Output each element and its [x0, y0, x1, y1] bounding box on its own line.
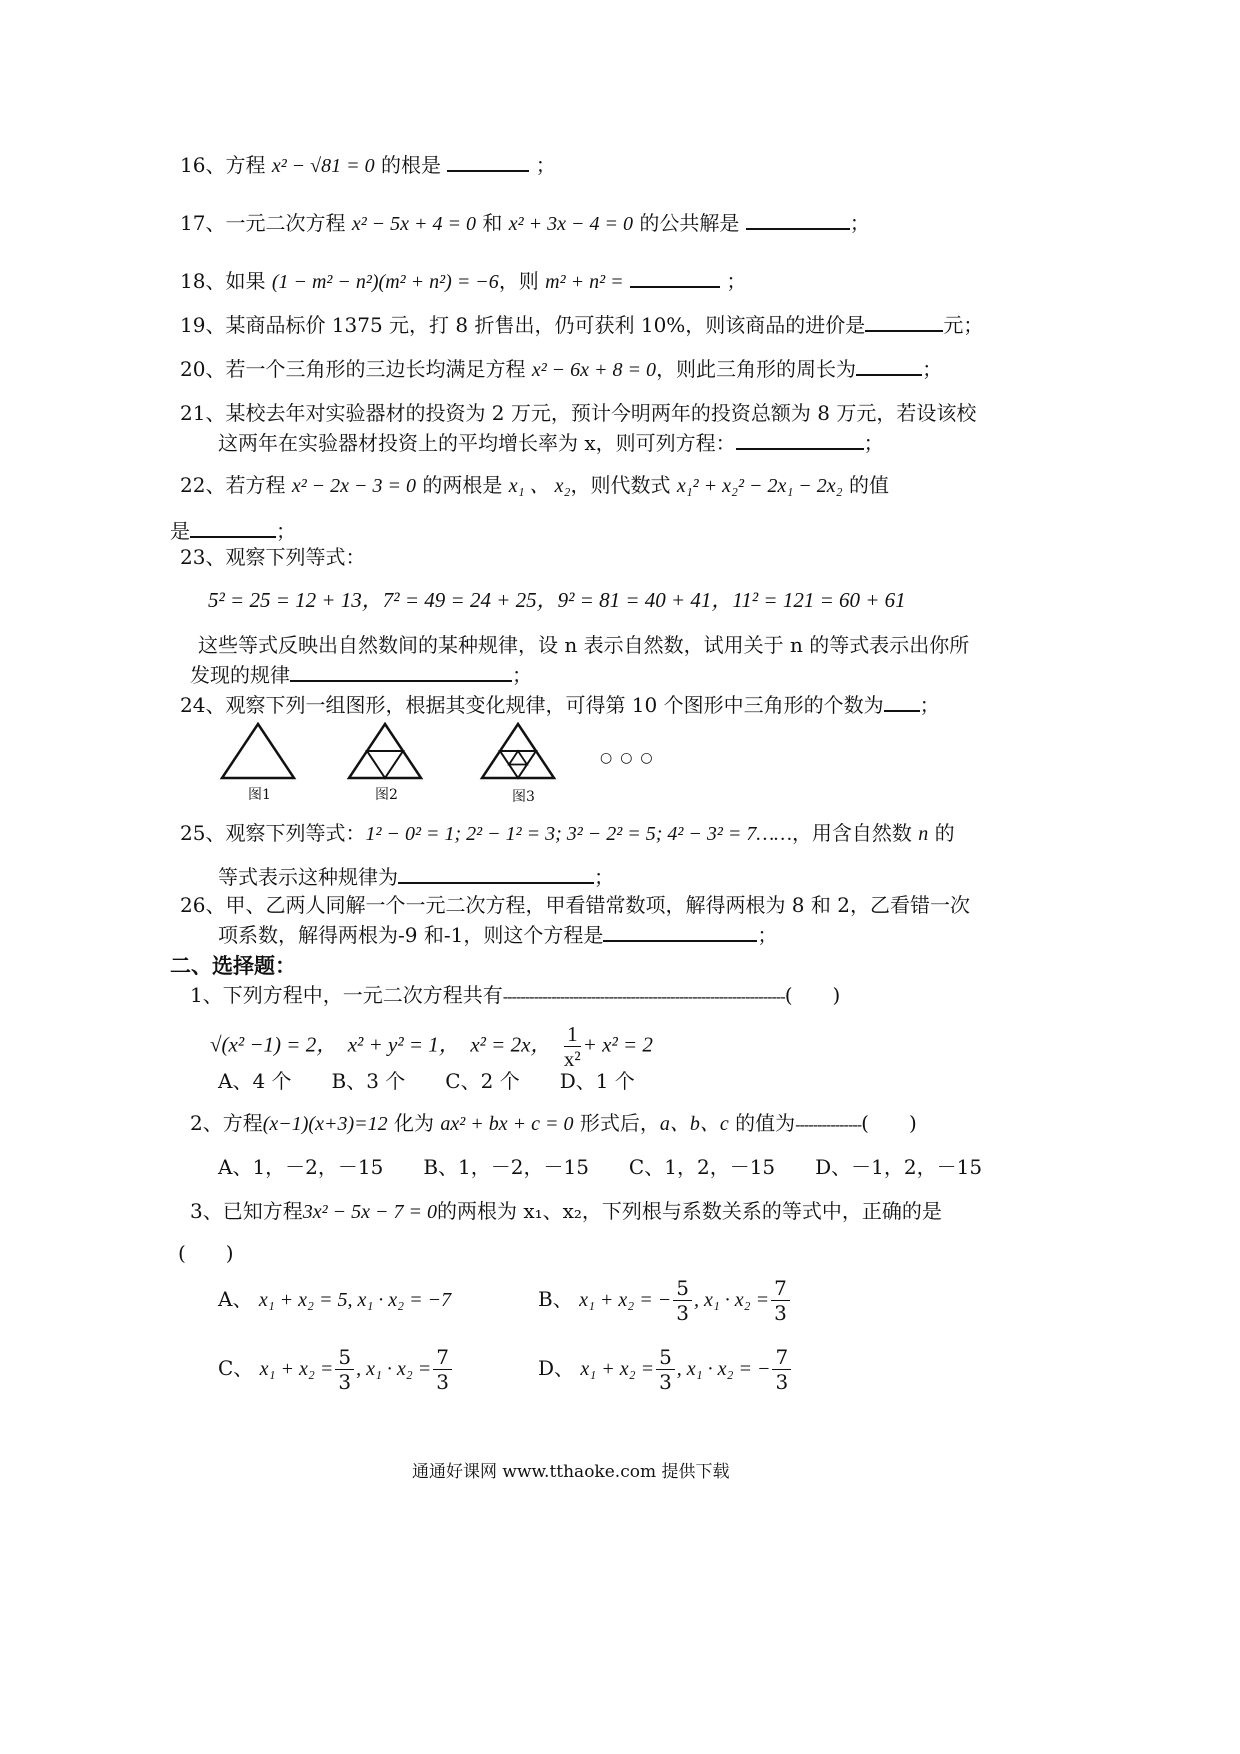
- q17-tail: 的公共解是: [633, 211, 746, 235]
- question-17: [180, 210, 870, 237]
- c2-mid: 化为: [387, 1111, 441, 1135]
- q25-answer-blank[interactable]: [398, 864, 594, 884]
- c3-c-d1: 3: [338, 1370, 352, 1394]
- c3-c-frac-1: [335, 1345, 354, 1394]
- c2-equation: (x−1)(x+3)=12: [262, 1113, 388, 1135]
- q22-end: ；: [276, 519, 296, 543]
- question-22-line-1: [180, 472, 889, 499]
- q25-tail: ，用含自然数: [791, 821, 919, 845]
- q23-answer-blank[interactable]: [290, 662, 512, 682]
- question-20: [180, 356, 942, 383]
- question-21-line-2: [218, 430, 884, 456]
- c3-c-d2: 3: [436, 1370, 449, 1394]
- c3-b-mid: , x₁ · x₂ =: [693, 1289, 770, 1311]
- c3-equation: 3x² − 5x − 7 = 0: [302, 1201, 437, 1223]
- q18-lead: 18、如果: [180, 269, 272, 293]
- c3-c-mid: , x₁ · x₂ =: [356, 1358, 432, 1380]
- c3-b-d1: 3: [676, 1301, 689, 1325]
- choice-3-stem: [190, 1198, 942, 1225]
- c2-answer-paren[interactable]: ( ): [861, 1111, 917, 1135]
- c1-eq4-fraction: [564, 1022, 581, 1071]
- c3-d-frac-1: [656, 1345, 675, 1394]
- c3-c-n1: 5: [335, 1345, 354, 1370]
- c3-d-label: D、: [538, 1356, 575, 1380]
- q17-lead: 17、一元二次方程: [180, 211, 352, 235]
- q17-mid: 和: [476, 211, 509, 235]
- q20-end: ；: [922, 357, 943, 381]
- question-21-line-1: 21、某校去年对实验器材的投资为 2 万元，预计今明两年的投资总额为 8 万元，若设该校: [180, 401, 977, 425]
- c3-d-frac-2: [772, 1345, 791, 1394]
- c2-tail: 形式后，: [573, 1111, 660, 1135]
- c3-b-label: B、: [538, 1287, 573, 1311]
- q20-tail: ，则此三角形的周长为: [656, 357, 857, 381]
- c3-d-pre: x₁ + x₂ =: [580, 1358, 655, 1380]
- question-23-lead: 23、观察下列等式：: [180, 545, 366, 569]
- question-23-equations: 5² = 25 = 12 + 13，7² = 49 = 24 + 25，9² = 81 = 40 + 41，11² = 121 = 60 + 61: [208, 588, 906, 612]
- choice-3-answer-paren[interactable]: ( ): [178, 1241, 234, 1265]
- c2-dashes: ---------------: [795, 1115, 862, 1134]
- c1-answer-paren[interactable]: ( ): [784, 983, 841, 1007]
- q20-answer-blank[interactable]: [856, 356, 922, 376]
- c3-b-n2: 7: [771, 1276, 790, 1301]
- q16-answer-blank[interactable]: [447, 152, 529, 172]
- q22-expression: x₁² + x₂² − 2x₁ − 2x₂: [676, 475, 843, 497]
- choice-2-options[interactable]: A、1，－2，－15 B、1，－2，－15 C、1，2，－15 D、－1，2，－15: [218, 1155, 983, 1179]
- q26-end: ；: [757, 923, 778, 947]
- q24-end: ；: [919, 693, 940, 717]
- c3-c-label: C、: [218, 1356, 254, 1380]
- page-footer: 通通好课网 www.tthaoke.com 提供下载: [412, 1462, 730, 1482]
- q16-lead: 16、方程: [180, 153, 272, 177]
- q16-end: ；: [529, 153, 556, 177]
- q19-answer-blank[interactable]: [865, 312, 943, 332]
- q22-lead: 22、若方程: [180, 473, 292, 497]
- q19-lead: 19、某商品标价 1375 元，打 8 折售出，仍可获利 10%，则该商品的进价是: [180, 313, 866, 337]
- choice-1-stem: [190, 982, 840, 1010]
- q18-expression: m² + n² =: [545, 271, 624, 293]
- c2-tail2: 的值为: [728, 1111, 796, 1135]
- q16-equation: x² − √81 = 0: [271, 155, 375, 177]
- c1-frac-num: 1: [564, 1022, 581, 1047]
- c3-d-mid: , x₁ · x₂ = −: [676, 1358, 771, 1380]
- choice-3-option-a[interactable]: [218, 1286, 451, 1313]
- c3-a-expression: x₁ + x₂ = 5, x₁ · x₂ = −7: [258, 1289, 452, 1311]
- c1-eq1: √(x² −1) = 2，: [210, 1032, 338, 1057]
- q17-end: ；: [849, 211, 870, 235]
- q25-equations: 1² − 0² = 1; 2² − 1² = 3; 3² − 2² = 5; 4² − 3² = 7……: [365, 823, 792, 845]
- q25-tail2: 的: [928, 821, 955, 845]
- question-23-line-4: [190, 662, 532, 688]
- q25-line2-text: 等式表示这种规律为: [218, 865, 398, 889]
- q24-lead: 24、观察下列一组图形，根据其变化规律，可得第 10 个图形中三角形的个数为: [180, 693, 884, 717]
- question-24: [180, 692, 940, 718]
- question-18: [180, 268, 746, 295]
- ellipsis-dots: ○○○: [600, 750, 661, 766]
- c3-c-pre: x₁ + x₂ =: [259, 1358, 334, 1380]
- c1-eq3: x² = 2x，: [470, 1032, 552, 1057]
- q22-tail: ，则代数式: [570, 473, 677, 497]
- choice-3-option-d[interactable]: [538, 1342, 793, 1395]
- q22-line2-text: 是: [170, 519, 190, 543]
- c1-frac-den: x²: [563, 1047, 581, 1071]
- q18-end: ；: [719, 269, 747, 293]
- q21-answer-blank[interactable]: [736, 430, 864, 450]
- figure-1-label: 图1: [248, 787, 271, 803]
- c3-stem-text: 3、已知方程: [190, 1199, 303, 1223]
- question-25-line-1: [180, 820, 955, 847]
- q26-answer-blank[interactable]: [603, 922, 757, 942]
- question-25-line-2: [218, 864, 614, 890]
- q25-lead: 25、观察下列等式：: [180, 821, 366, 845]
- q16-tail: 的根是: [374, 153, 448, 177]
- question-26-line-2: [218, 922, 777, 948]
- c3-tail: 的两根为 x₁、x₂，下列根与系数关系的等式中，正确的是: [436, 1199, 942, 1223]
- c2-stem-text: 2、方程: [190, 1111, 263, 1135]
- c3-c-frac-2: [433, 1345, 452, 1394]
- q20-equation: x² − 6x + 8 = 0: [531, 359, 657, 381]
- q26-line2-text: 项系数，解得两根为-9 和-1，则这个方程是: [218, 923, 604, 947]
- c3-d-d1: 3: [659, 1370, 672, 1394]
- q23-end: ；: [512, 663, 532, 687]
- q18-mid: ，则: [498, 269, 546, 293]
- choice-3-option-c[interactable]: [218, 1342, 454, 1395]
- q22-answer-blank[interactable]: [190, 518, 276, 538]
- q19-end: 元；: [943, 313, 984, 337]
- figure-3-triangle: [478, 720, 558, 782]
- section-2-title: 二、选择题：: [170, 953, 296, 978]
- question-23-line-3: 这些等式反映出自然数间的某种规律，设 n 表示自然数，试用关于 n 的等式表示出你所: [198, 633, 970, 657]
- q21-end: ；: [863, 431, 884, 455]
- q23-line4-text: 发现的规律: [190, 663, 290, 687]
- q22-tail2: 的值: [842, 473, 889, 497]
- q17-equation-2: x² + 3x − 4 = 0: [508, 213, 634, 235]
- c3-d-d2: 3: [775, 1370, 789, 1394]
- q22-mid: 的两根是: [416, 473, 509, 497]
- figure-3-label: 图3: [512, 789, 535, 805]
- figure-2-triangle: [345, 720, 425, 782]
- figure-2-label: 图2: [375, 787, 398, 803]
- question-26-line-1: 26、甲、乙两人同解一个一元二次方程，甲看错常数项，解得两根为 8 和 2，乙看错一次: [180, 893, 970, 917]
- c1-dashes: ----------------------------------------------------------------: [502, 987, 785, 1006]
- figure-1-triangle: [218, 720, 298, 782]
- choice-1-options[interactable]: A、4 个 B、3 个 C、2 个 D、1 个: [218, 1069, 635, 1093]
- c3-a-label: A、: [218, 1287, 253, 1311]
- choice-1-equations: [210, 1022, 653, 1071]
- q21-line2-text: 这两年在实验器材投资上的平均增长率为 x，则可列方程：: [218, 431, 736, 455]
- question-16: [180, 152, 556, 179]
- choice-2-stem: [190, 1110, 917, 1138]
- c3-b-frac-1: [673, 1276, 692, 1325]
- q18-equation: (1 − m² − n²)(m² + n²) = −6: [271, 271, 499, 293]
- c3-b-n1: 5: [673, 1276, 692, 1301]
- q18-answer-blank[interactable]: [630, 268, 720, 288]
- question-22-line-2: [170, 518, 296, 544]
- q17-equation-1: x² − 5x + 4 = 0: [351, 213, 477, 235]
- c3-b-pre: x₁ + x₂ = −: [579, 1289, 672, 1311]
- c1-stem-text: 1、下列方程中，一元二次方程共有: [190, 983, 503, 1007]
- q22-roots: x₁ 、 x₂: [508, 475, 571, 497]
- c1-eq2: x² + y² = 1，: [347, 1032, 460, 1057]
- choice-3-option-b[interactable]: [538, 1273, 792, 1326]
- c3-d-n1: 5: [656, 1345, 675, 1370]
- c2-abc: a、b、c: [659, 1113, 729, 1135]
- c3-d-n2: 7: [772, 1345, 791, 1370]
- q22-equation: x² − 2x − 3 = 0: [291, 475, 417, 497]
- c3-b-frac-2: [771, 1276, 790, 1325]
- c1-eq4-tail: + x² = 2: [582, 1032, 653, 1057]
- q17-answer-blank[interactable]: [746, 210, 850, 230]
- question-19: [180, 312, 983, 338]
- q24-answer-blank[interactable]: [884, 692, 920, 712]
- q25-end: ；: [594, 865, 614, 889]
- c2-standard-form: ax² + bx + c = 0: [440, 1113, 574, 1135]
- q25-n: n: [918, 823, 929, 845]
- q20-lead: 20、若一个三角形的三边长均满足方程: [180, 357, 532, 381]
- c3-c-n2: 7: [433, 1345, 452, 1370]
- c3-b-d2: 3: [774, 1301, 787, 1325]
